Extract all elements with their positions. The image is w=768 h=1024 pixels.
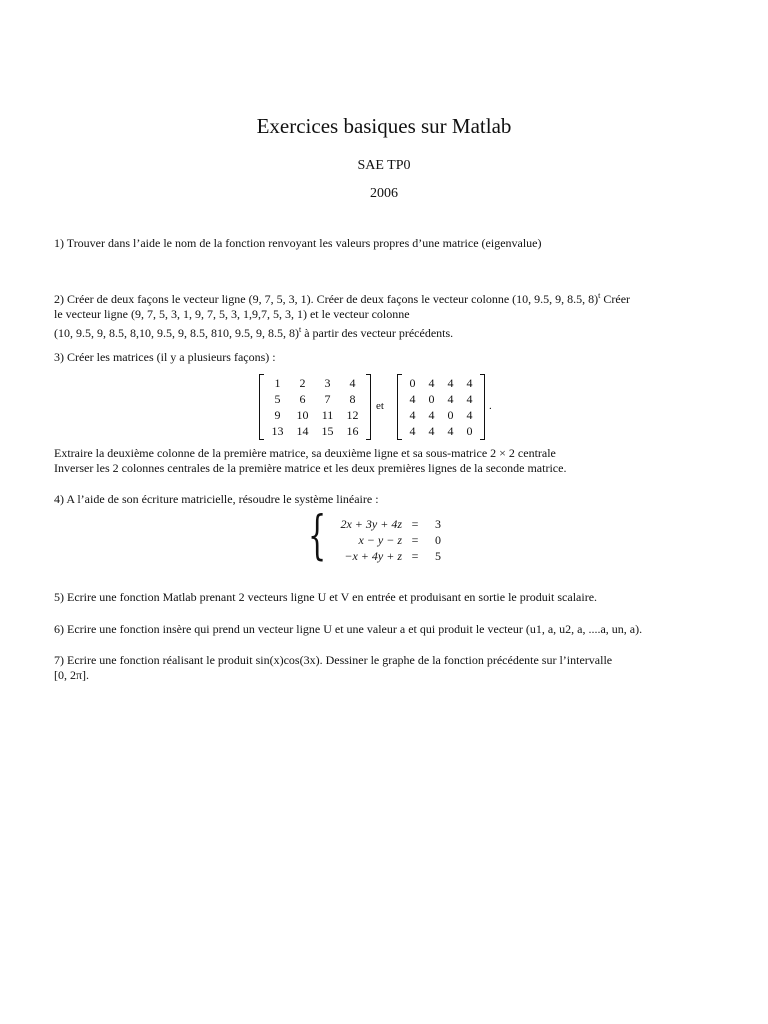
equation-row	[320, 548, 448, 564]
matrix-cell: 3	[324, 375, 331, 390]
matrix-cell: 0	[428, 391, 435, 406]
matrix-cell: 4	[409, 391, 416, 406]
matrix-cell: 4	[428, 375, 435, 390]
matrix-cell: 11	[321, 407, 334, 422]
matrix-cell: 4	[409, 423, 416, 438]
exercise-2-line-2: le vecteur ligne (9, 7, 5, 3, 1, 9, 7, 5, 3, 1,9,7, 5, 3, 1) et le vecteur colonne	[54, 307, 410, 321]
matrix-cell: 0	[409, 375, 416, 390]
matrix-cell: 2	[299, 375, 306, 390]
exercise-5-text: 5) Ecrire une fonction Matlab prenant 2 vecteurs ligne U et V en entrée et produisant en sortie le produit scalaire.	[54, 590, 598, 604]
matrix-cell: 6	[299, 391, 306, 406]
matrix-1	[259, 374, 371, 440]
matrix-cell: 1	[274, 375, 281, 390]
matrix-cell: 4	[409, 407, 416, 422]
exercise-6	[54, 622, 704, 637]
document-year: 2006	[370, 186, 398, 201]
matrix-cell: 4	[447, 423, 454, 438]
matrix-cell: 7	[324, 391, 331, 406]
equation-rhs: 0	[435, 532, 441, 547]
exercise-2	[54, 288, 704, 341]
exercise-1	[54, 236, 704, 251]
exercise-3-tasks	[54, 446, 704, 476]
exercise-1-text: 1) Trouver dans l’aide le nom de la fonction renvoyant les valeurs propres d’une matrice (eigenvalue)	[54, 236, 542, 250]
exercise-2-line-1-end: Créer	[600, 292, 631, 306]
left-bracket	[259, 374, 264, 440]
matrix-cell: 4	[349, 375, 356, 390]
left-bracket	[397, 374, 402, 440]
matrix-cell: 4	[466, 391, 473, 406]
matrix-cell: 15	[321, 423, 334, 438]
matrix-cell: 8	[349, 391, 356, 406]
exercise-2-line-3-end: à partir des vecteur précédents.	[301, 326, 454, 340]
matrix-cell: 9	[274, 407, 281, 422]
matrix-cell: 0	[466, 423, 473, 438]
matrix-cell: 12	[346, 407, 359, 422]
matrices-block	[259, 374, 499, 440]
transpose-superscript: t	[299, 325, 302, 334]
exercise-6-text: 6) Ecrire une fonction insère qui prend un vecteur ligne U et une valeur a et qui produit le vecteur (u1, a, u2, a, ....a, un, a).	[54, 622, 643, 636]
equation-equals: =	[411, 548, 419, 563]
exercise-2-line-1-text: 2) Créer de deux façons le vecteur ligne (9, 7, 5, 3, 1). Créer de deux façons le vecteur colonne (10, 9.5, 9, 8.5, 8)	[54, 292, 599, 306]
matrix-cell: 5	[274, 391, 281, 406]
equation-lhs: 2x + 3y + 4z	[340, 516, 402, 531]
matrix-cell: 4	[447, 391, 454, 406]
matrix-cell: 13	[271, 423, 284, 438]
matrix-cell: 0	[447, 407, 454, 422]
matrix-connector: et	[376, 400, 384, 412]
matrix-cell: 4	[466, 407, 473, 422]
equation-equals: =	[411, 516, 419, 531]
equation-row	[320, 532, 448, 548]
equation-rhs: 5	[435, 548, 441, 563]
matrix-cell: 4	[466, 375, 473, 390]
matrix-2	[397, 374, 485, 440]
exercise-3-intro-text: 3) Créer les matrices (il y a plusieurs façons) :	[54, 350, 276, 364]
linear-system	[308, 506, 448, 568]
exercise-7	[54, 653, 704, 683]
equation-equals: =	[411, 532, 419, 547]
matrix-cell: 4	[447, 375, 454, 390]
matrix-cell: 4	[428, 423, 435, 438]
exercise-2-line-1	[54, 288, 704, 307]
matrix-cell: 4	[428, 407, 435, 422]
equation-lhs: −x + 4y + z	[344, 548, 402, 563]
exercise-2-line-3	[54, 322, 704, 341]
exercise-4-intro	[54, 492, 704, 507]
exercise-3-intro	[54, 350, 704, 365]
exercise-2-line-3-text: (10, 9.5, 9, 8.5, 8,10, 9.5, 9, 8.5, 810, 9.5, 9, 8.5, 8)	[54, 326, 299, 340]
exercise-4-intro-text: 4) A l’aide de son écriture matricielle, résoudre le système linéaire :	[54, 492, 379, 506]
left-brace: {	[308, 506, 327, 566]
exercise-3-task-1: Extraire la deuxième colonne de la première matrice, sa deuxième ligne et sa sous-matrice 2 × 2 centrale	[54, 446, 556, 460]
transpose-superscript: t	[598, 291, 601, 300]
equation-row	[320, 516, 448, 532]
matrix-cell: 14	[296, 423, 309, 438]
equation-rhs: 3	[435, 516, 441, 531]
matrix-end-period: .	[489, 400, 492, 412]
exercise-3-task-2: Inverser les 2 colonnes centrales de la première matrice et les deux premières lignes de la seconde matrice.	[54, 461, 567, 475]
equation-lhs: x − y − z	[358, 532, 402, 547]
document-subtitle: SAE TP0	[357, 158, 411, 173]
exercise-7-line-1: 7) Ecrire une fonction réalisant le produit sin(x)cos(3x). Dessiner le graphe de la fonction précédente sur l’intervalle	[54, 653, 613, 667]
right-bracket	[366, 374, 371, 440]
exercise-7-line-2: [0, 2π].	[54, 668, 90, 682]
matrix-cell: 16	[346, 423, 359, 438]
exercise-5	[54, 590, 704, 605]
document-title: Exercices basiques sur Matlab	[256, 114, 512, 138]
matrix-cell: 10	[296, 407, 309, 422]
right-bracket	[480, 374, 485, 440]
